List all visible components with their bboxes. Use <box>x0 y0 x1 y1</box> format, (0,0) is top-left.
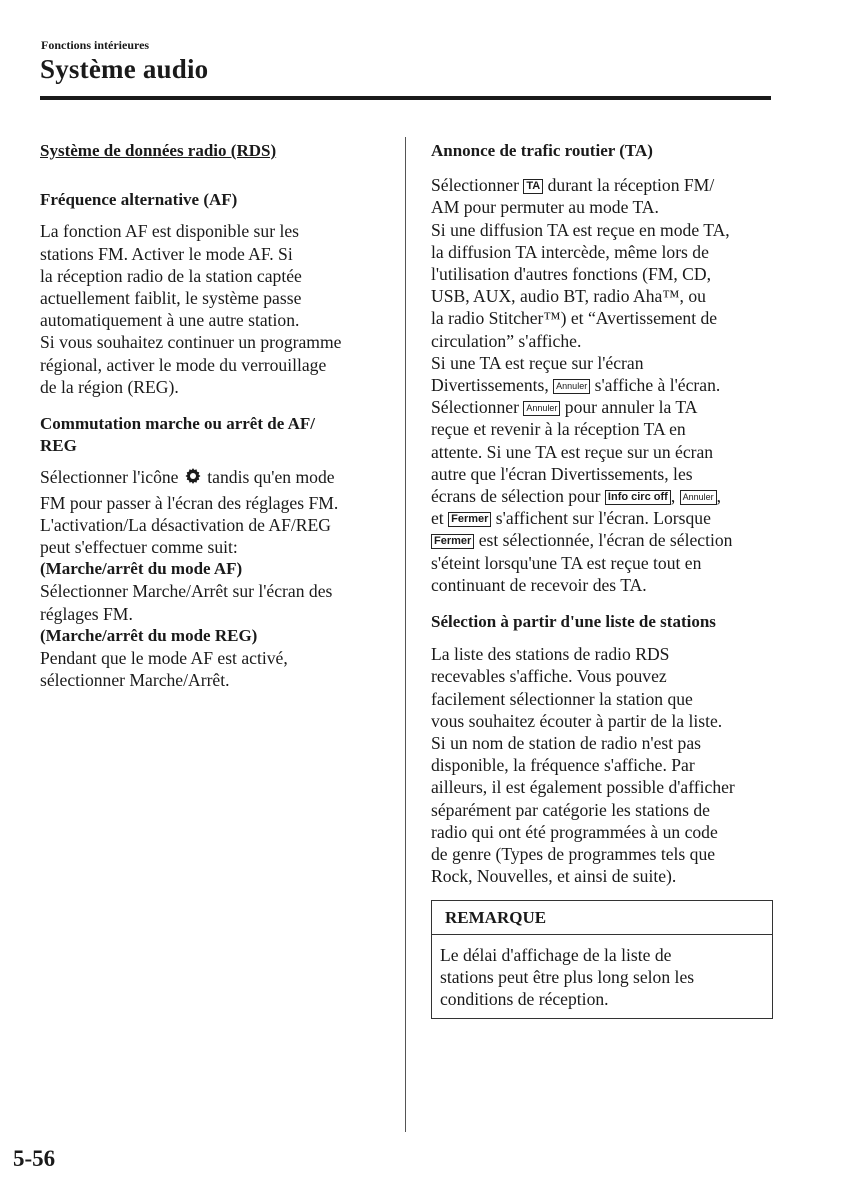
text-line: de genre (Types de programmes tels que <box>431 844 716 865</box>
text-fragment: et <box>431 508 449 529</box>
text-line: recevables s'affiche. Vous pouvez <box>431 666 667 687</box>
text-line: stations FM. Activer le mode AF. Si <box>40 243 293 264</box>
station-list-paragraph <box>431 643 777 887</box>
select-icon-line <box>40 466 388 491</box>
text-line: continuant de recevoir des TA. <box>431 574 647 595</box>
af-mode-heading: (Marche/arrêt du mode AF) <box>40 559 243 579</box>
text-line: La fonction AF est disponible sur les <box>40 221 299 242</box>
text-line: circulation” s'affiche. <box>431 330 582 351</box>
af-heading: Fréquence alternative (AF) <box>40 190 238 210</box>
reg-mode-heading: (Marche/arrêt du mode REG) <box>40 625 258 645</box>
ta-button-label: TA <box>523 179 543 194</box>
text-line <box>431 507 777 529</box>
fermer-button-label: Fermer <box>448 512 491 527</box>
text-line: automatiquement à une autre station. <box>40 310 300 331</box>
text-fragment: Sélectionner <box>431 175 524 196</box>
annuler-button-label: Annuler <box>523 401 560 416</box>
text-line: régional, activer le mode du verrouillage <box>40 354 327 375</box>
text-fragment: Sélectionner l'icône <box>40 467 183 488</box>
text-line: s'éteint lorsqu'une TA est reçue tout en <box>431 552 702 573</box>
left-column <box>40 140 388 691</box>
text-line <box>431 374 777 396</box>
text-fragment: s'affiche à l'écran. <box>590 375 721 396</box>
text-line: Si une TA est reçue sur l'écran <box>431 352 644 373</box>
text-line: reçue et revenir à la réception TA en <box>431 419 686 440</box>
note-box <box>431 900 773 1020</box>
right-column <box>431 140 777 1019</box>
text-line: stations peut être plus long selon les <box>440 966 695 987</box>
text-line: peut s'effectuer comme suit: <box>40 537 238 558</box>
text-line: L'activation/La désactivation de AF/REG <box>40 514 331 535</box>
text-line: sélectionner Marche/Arrêt. <box>40 670 230 691</box>
text-fragment: , <box>670 486 680 507</box>
text-line: la réception radio de la station captée <box>40 265 302 286</box>
text-line: Rock, Nouvelles, et ainsi de suite). <box>431 866 677 887</box>
text-fragment: s'affichent sur l'écran. Lorsque <box>491 508 711 529</box>
gear-icon <box>183 466 203 491</box>
af-paragraph <box>40 220 388 398</box>
text-line: radio qui ont été programmées à un code <box>431 821 718 842</box>
text-fragment: pour annuler la TA <box>560 397 698 418</box>
text-fragment: Divertissements, <box>431 375 554 396</box>
fermer-button-label: Fermer <box>431 534 474 549</box>
text-line: vous souhaitez écouter à partir de la liste. <box>431 710 723 731</box>
text-fragment: Sélectionner <box>431 397 524 418</box>
text-line <box>431 529 777 551</box>
info-circ-off-button-label: Info circ off <box>605 490 671 505</box>
text-line: la diffusion TA intercède, même lors de <box>431 241 709 262</box>
text-line: AM pour permuter au mode TA. <box>431 197 659 218</box>
text-line: Si vous souhaitez continuer un programme <box>40 332 342 353</box>
switch-heading-line2: REG <box>40 436 77 456</box>
switch-heading-line1: Commutation marche ou arrêt de AF/ <box>40 414 315 434</box>
text-line: disponible, la fréquence s'affiche. Par <box>431 755 695 776</box>
rds-heading: Système de données radio (RDS) <box>40 141 277 160</box>
text-line: la radio Stitcher™) et “Avertissement de <box>431 308 718 329</box>
text-line: Pendant que le mode AF est activé, <box>40 648 288 669</box>
text-line <box>431 174 777 196</box>
text-line: Le délai d'affichage de la liste de <box>440 944 672 965</box>
page-title: Système audio <box>40 54 209 84</box>
title-rule <box>40 96 771 100</box>
note-body <box>432 935 772 1019</box>
text-line: conditions de réception. <box>440 989 609 1010</box>
text-line: autre que l'écran Divertissements, les <box>431 463 693 484</box>
text-line: Si un nom de station de radio n'est pas <box>431 733 701 754</box>
text-line: FM pour passer à l'écran des réglages FM. <box>40 492 339 513</box>
text-line: attente. Si une TA est reçue sur un écran <box>431 441 714 462</box>
annuler-button-label: Annuler <box>553 379 590 394</box>
text-line: USB, AUX, audio BT, radio Aha™, ou <box>431 286 706 307</box>
text-fragment: tandis qu'en mode <box>202 467 335 488</box>
text-line <box>431 485 777 507</box>
page-number: 5-56 <box>13 1146 56 1171</box>
text-line: de la région (REG). <box>40 376 179 397</box>
text-fragment: durant la réception FM/ <box>543 175 715 196</box>
ta-heading: Annonce de trafic routier (TA) <box>431 141 653 160</box>
station-list-heading: Sélection à partir d'une liste de stations <box>431 612 716 632</box>
text-line <box>431 396 777 418</box>
text-line: facilement sélectionner la station que <box>431 688 693 709</box>
text-line: l'utilisation d'autres fonctions (FM, CD, <box>431 264 712 285</box>
text-line: La liste des stations de radio RDS <box>431 644 670 665</box>
column-divider <box>405 137 406 1132</box>
text-line: actuellement faiblit, le système passe <box>40 288 302 309</box>
text-fragment: écrans de sélection pour <box>431 486 605 507</box>
text-fragment: est sélectionnée, l'écran de sélection <box>474 530 733 551</box>
text-line: ailleurs, il est également possible d'afficher <box>431 777 735 798</box>
note-heading: REMARQUE <box>432 901 772 935</box>
text-line: Si une diffusion TA est reçue en mode TA, <box>431 219 730 240</box>
text-line: Sélectionner Marche/Arrêt sur l'écran des <box>40 581 333 602</box>
text-line: séparément par catégorie les stations de <box>431 799 710 820</box>
text-line: réglages FM. <box>40 603 133 624</box>
section-label: Fonctions intérieures <box>41 38 150 52</box>
annuler-button-label: Annuler <box>680 490 717 505</box>
text-fragment: , <box>716 486 722 507</box>
